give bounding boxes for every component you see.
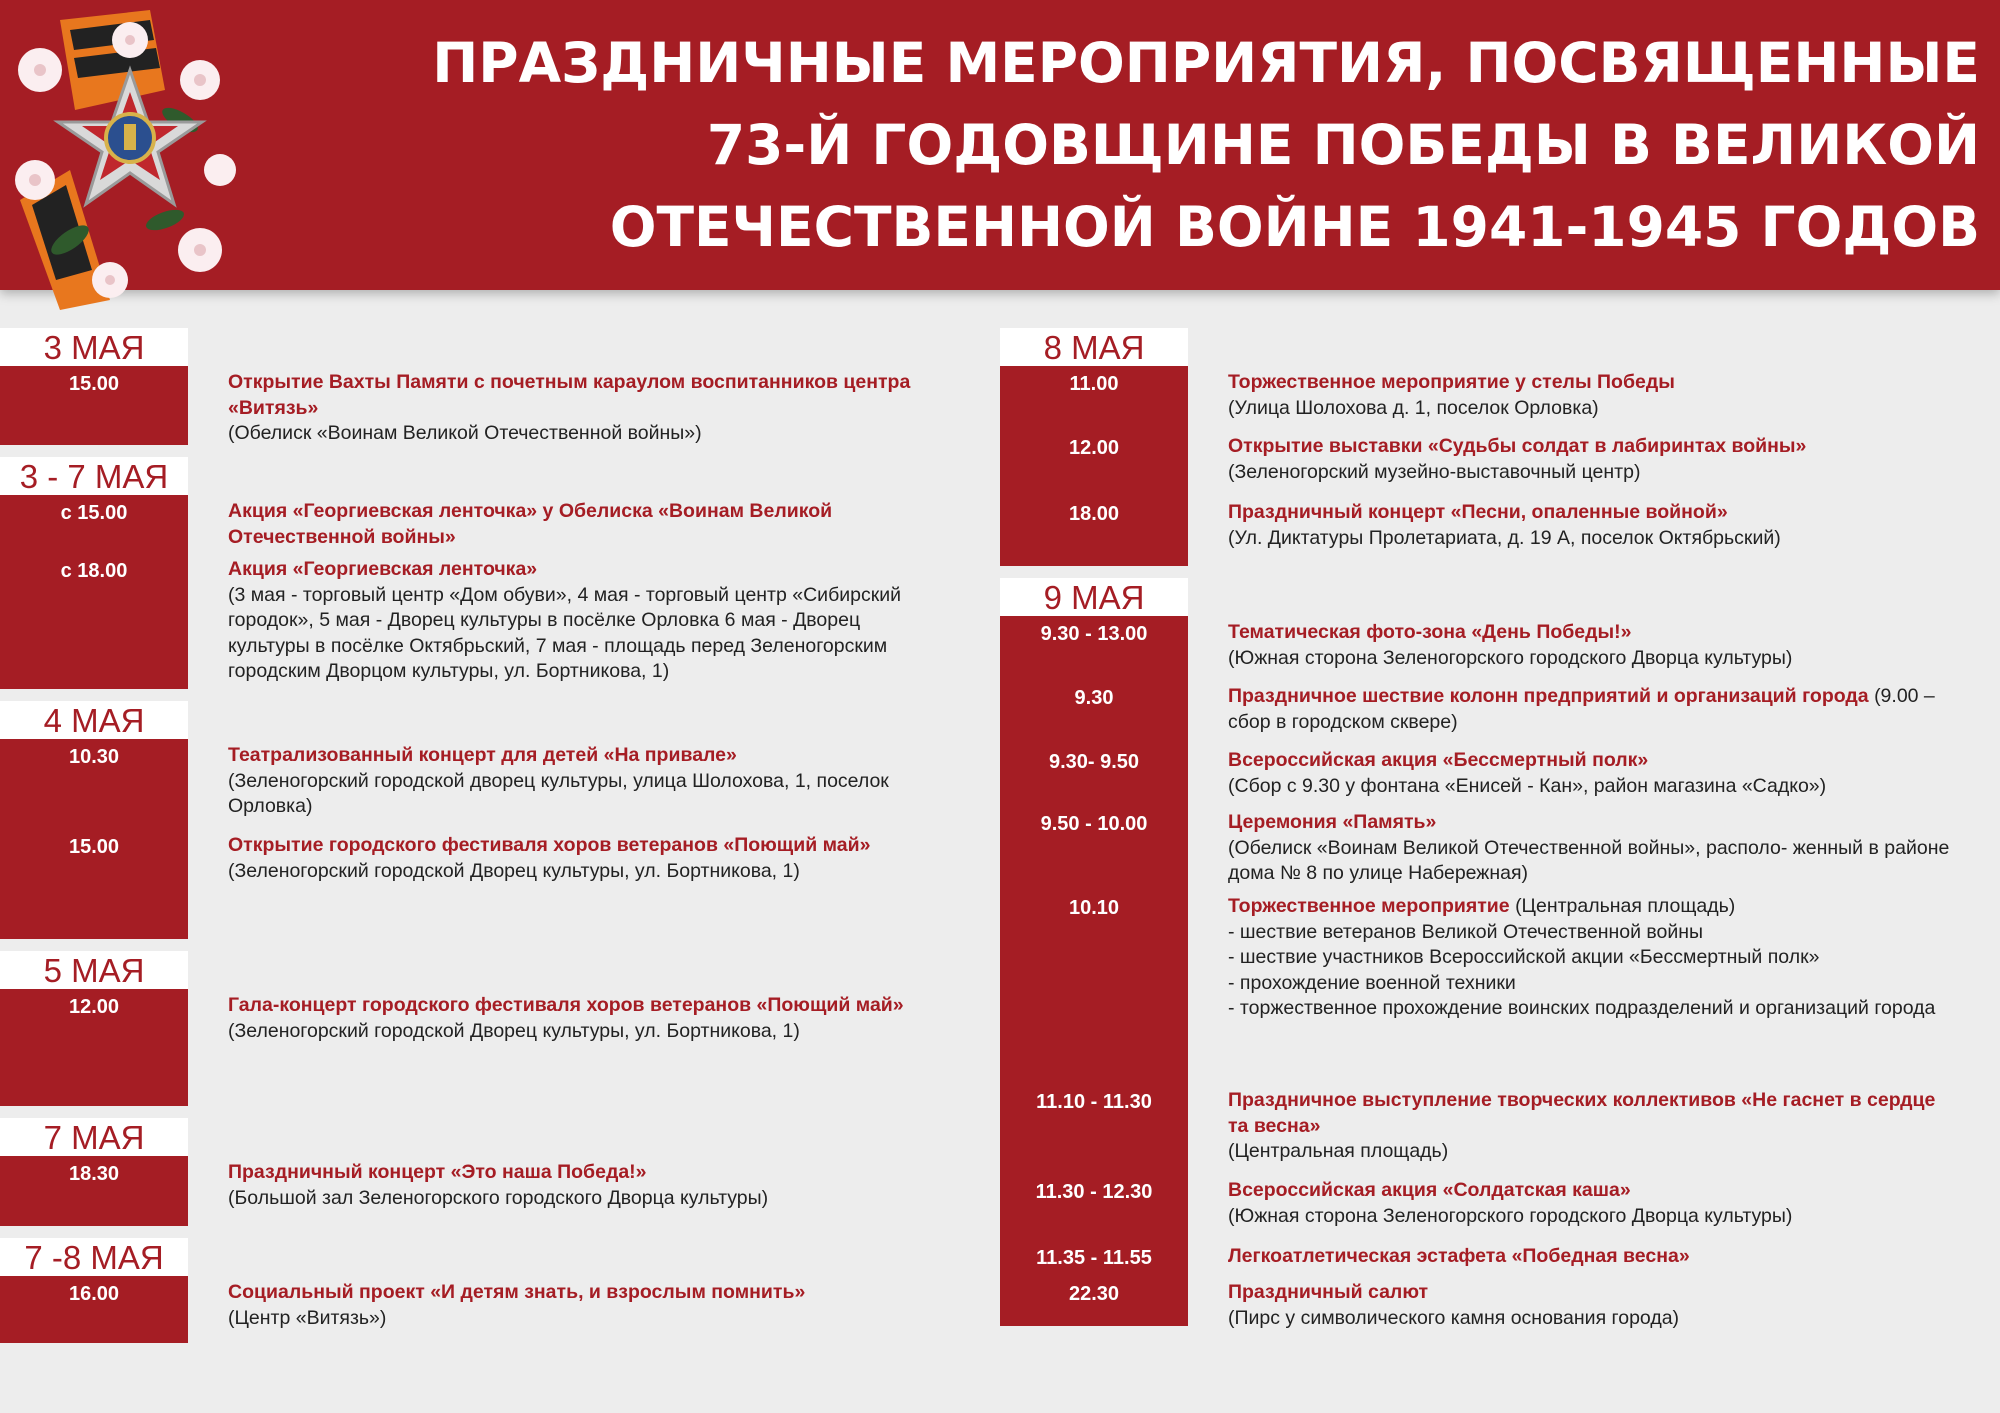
event-place: (Центр «Витязь») — [228, 1306, 387, 1329]
event-place: (Большой зал Зеленогорского городского Дворца культуры) — [228, 1186, 769, 1209]
event-description — [1228, 684, 1950, 735]
event-row — [1000, 1178, 1950, 1244]
event-time: 9.30 - 13.00 — [1040, 623, 1148, 645]
event-title: Легкоатлетическая эстафета «Победная весна» — [1228, 1245, 1690, 1267]
event-row — [0, 1280, 950, 1343]
event-place: (Центральная площадь) — [1515, 895, 1736, 917]
event-time: 9.30 — [1074, 687, 1114, 709]
event-title: Открытие городского фестиваля хоров ветеранов «Поющий май» — [228, 834, 871, 856]
event-title: Тематическая фото-зона «День Победы!» — [1228, 621, 1632, 643]
event-row — [0, 1160, 950, 1226]
schedule-column-left — [0, 328, 950, 1355]
event-place: (Пирс у символического камня основания города) — [1228, 1306, 1680, 1329]
event-title: Гала-концерт городского фестиваля хоров ветеранов «Поющий май» — [228, 994, 904, 1016]
event-description — [228, 557, 918, 685]
event-time: 15.00 — [68, 373, 120, 395]
event-title: Праздничное шествие колонн предприятий и организаций города — [1228, 685, 1869, 707]
event-place: (Обелиск «Воинам Великой Отечественной войны», располо- женный в районе дома № 8 по улице Набережная) — [1228, 836, 1950, 884]
page-title — [230, 22, 1980, 268]
event-place: (Зеленогорский городской Дворец культуры, ул. Бортникова, 1) — [228, 1019, 800, 1042]
date-block — [0, 1118, 950, 1226]
event-row — [1000, 894, 1950, 1088]
event-description — [228, 499, 918, 550]
date-block — [0, 457, 950, 689]
event-description — [1228, 1178, 1950, 1229]
event-title: Открытие выставки «Судьбы солдат в лабиринтах войны» — [1228, 435, 1807, 457]
event-place: (Сбор с 9.30 у фонтана «Енисей - Кан», район магазина «Садко») — [1228, 774, 1827, 797]
event-row — [1000, 500, 1950, 566]
event-title: Социальный проект «И детям знать, и взрослым помнить» — [228, 1281, 806, 1303]
date-header: 5 МАЯ — [0, 951, 188, 989]
event-description — [1228, 370, 1950, 421]
event-place: (Улица Шолохова д. 1, поселок Орловка) — [1228, 396, 1599, 419]
event-description — [1228, 810, 1950, 887]
event-place: (Зеленогорский музейно-выставочный центр) — [1228, 460, 1641, 483]
event-time: 18.00 — [1068, 503, 1120, 525]
event-time: 18.30 — [68, 1163, 120, 1185]
title-line: ОТЕЧЕСТВЕННОЙ ВОЙНЕ 1941-1945 ГОДОВ — [609, 195, 1980, 259]
event-row — [1000, 370, 1950, 434]
event-description — [1228, 1244, 1950, 1270]
event-row — [1000, 1280, 1950, 1329]
header-banner — [0, 0, 2000, 290]
event-time: 11.35 - 11.55 — [1036, 1247, 1152, 1269]
event-row — [0, 993, 950, 1106]
event-title: Торжественное мероприятие — [1228, 895, 1510, 917]
event-time: с 15.00 — [60, 502, 128, 524]
event-description — [228, 993, 918, 1044]
event-row — [1000, 748, 1950, 810]
date-header: 7 МАЯ — [0, 1118, 188, 1156]
event-title: Открытие Вахты Памяти с почетным караулом воспитанников центра «Витязь» — [228, 371, 911, 419]
date-header: 4 МАЯ — [0, 701, 188, 739]
event-subitem: - шествие участников Всероссийской акции «Бессмертный полк» — [1228, 946, 1820, 968]
event-description — [1228, 500, 1950, 551]
event-row — [1000, 1088, 1950, 1178]
event-place: (Южная сторона Зеленогорского городского Дворца культуры) — [1228, 1204, 1793, 1227]
date-block — [0, 328, 950, 445]
event-row — [1000, 1244, 1950, 1280]
event-title: Акция «Георгиевская ленточка» у Обелиска «Воинам Великой Отечественной войны» — [228, 500, 833, 548]
event-row — [0, 557, 950, 689]
event-time: 16.00 — [68, 1283, 120, 1305]
date-header: 3 МАЯ — [0, 328, 188, 366]
event-time: 12.00 — [1068, 437, 1120, 459]
event-title: Праздничный концерт «Песни, опаленные войной» — [1228, 501, 1728, 523]
event-title: Праздничный концерт «Это наша Победа!» — [228, 1161, 647, 1183]
event-description — [228, 743, 918, 820]
event-place: (Ул. Диктатуры Пролетариата, д. 19 А, поселок Октябрьский) — [1228, 526, 1781, 549]
event-title: Всероссийская акция «Бессмертный полк» — [1228, 749, 1649, 771]
event-description — [1228, 1088, 1950, 1165]
event-description — [1228, 1280, 1950, 1331]
event-subitem: - шествие ветеранов Великой Отечественной войны — [1228, 920, 1704, 943]
event-subitem: - торжественное прохождение воинских подразделений и организаций города — [1228, 997, 1936, 1019]
date-block — [0, 701, 950, 939]
event-description — [228, 1280, 918, 1331]
event-row — [1000, 434, 1950, 500]
event-time: 10.30 — [68, 746, 120, 768]
event-subitem: - прохождение военной техники — [1228, 971, 1516, 994]
event-row — [0, 743, 950, 833]
event-time: 11.30 - 12.30 — [1035, 1181, 1153, 1203]
event-title: Церемония «Память» — [1228, 811, 1437, 833]
event-place: (Зеленогорский городской дворец культуры, улица Шолохова, 1, поселок Орловка) — [228, 769, 889, 817]
event-time: 12.00 — [68, 996, 120, 1018]
event-row — [0, 499, 950, 557]
event-description — [228, 1160, 918, 1211]
date-block — [1000, 328, 1950, 566]
event-place: (Южная сторона Зеленогорского городского Дворца культуры) — [1228, 646, 1793, 669]
event-title: Акция «Георгиевская ленточка» — [228, 558, 538, 580]
schedule-column-right — [1000, 328, 1950, 1338]
event-place: (Обелиск «Воинам Великой Отечественной войны») — [228, 422, 702, 444]
event-description — [1228, 434, 1950, 485]
event-time: 11.00 — [1069, 373, 1119, 395]
event-description — [1228, 894, 1950, 1022]
title-line: 73-Й ГОДОВЩИНЕ ПОБЕДЫ В ВЕЛИКОЙ — [706, 113, 1980, 177]
event-place: (Центральная площадь) — [1228, 1140, 1449, 1162]
event-description — [1228, 620, 1950, 671]
event-place: (3 мая - торговый центр «Дом обуви», 4 мая - торговый центр «Сибирский городок», 5 мая - Дворец культуры в посёлке Орловка 6 мая - Дворец культуры в посёлке Октябрьский, 7 мая - площадь перед Зеленогорским городским Дворцом культуры, ул. Бортникова, 1) — [228, 583, 902, 682]
event-place: (9.00 – сбор в городском сквере) — [1228, 685, 1935, 733]
event-description — [228, 370, 918, 447]
event-description — [228, 833, 918, 884]
event-row — [0, 833, 950, 939]
event-time: 9.30- 9.50 — [1048, 751, 1140, 773]
event-row — [1000, 684, 1950, 748]
event-title: Театрализованный концерт для детей «На привале» — [228, 744, 737, 766]
event-time: 11.10 - 11.30 — [1036, 1091, 1152, 1113]
event-time: 10.10 — [1068, 897, 1120, 919]
event-time: 22.30 — [1068, 1283, 1120, 1305]
date-block — [0, 1238, 950, 1343]
order-of-victory-icon — [0, 0, 260, 320]
date-header: 7 -8 МАЯ — [0, 1238, 188, 1276]
date-header: 8 МАЯ — [1000, 328, 1188, 366]
event-title: Праздничное выступление творческих коллективов «Не гаснет в сердце та весна» — [1228, 1089, 1936, 1137]
event-row — [0, 370, 950, 445]
date-header: 9 МАЯ — [1000, 578, 1188, 616]
event-time: 15.00 — [68, 836, 120, 858]
event-title: Праздничный салют — [1228, 1281, 1429, 1303]
date-block — [0, 951, 950, 1106]
event-row — [1000, 620, 1950, 684]
event-time: 9.50 - 10.00 — [1040, 813, 1148, 835]
date-block — [1000, 578, 1950, 1329]
event-description — [1228, 748, 1950, 799]
event-time: с 18.00 — [60, 560, 128, 582]
event-place: (Зеленогорский городской Дворец культуры, ул. Бортникова, 1) — [228, 859, 800, 882]
date-header: 3 - 7 МАЯ — [0, 457, 188, 495]
title-line: ПРАЗДНИЧНЫЕ МЕРОПРИЯТИЯ, ПОСВЯЩЕННЫЕ — [432, 31, 1980, 95]
event-row — [1000, 810, 1950, 894]
event-title: Торжественное мероприятие у стелы Победы — [1228, 371, 1675, 393]
event-title: Всероссийская акция «Солдатская каша» — [1228, 1179, 1631, 1201]
